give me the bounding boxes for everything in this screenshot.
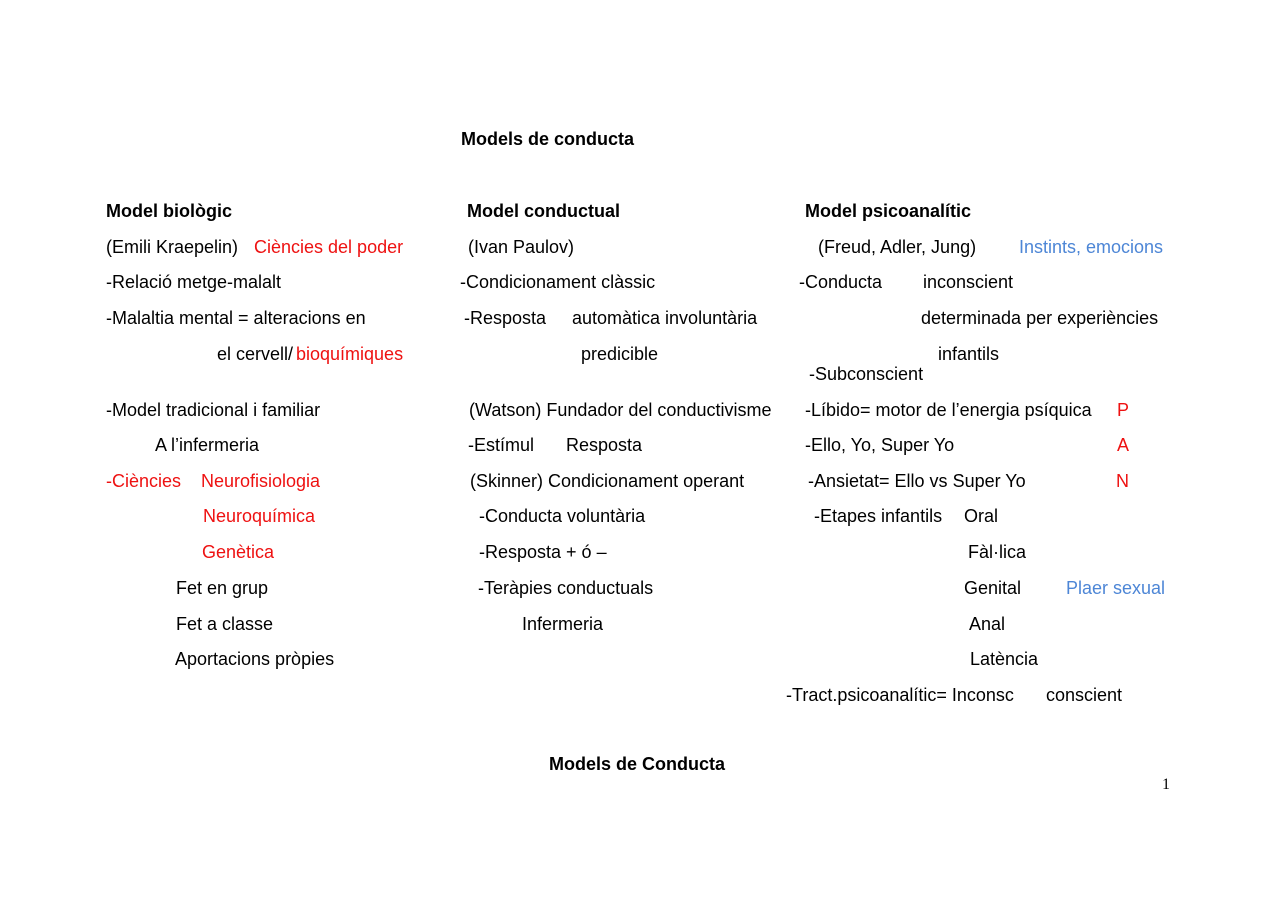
psico-pan-letter: A	[1117, 435, 1130, 455]
page-number: 1	[1162, 776, 1170, 793]
psico-stage: Fàl·lica	[968, 542, 1027, 562]
psico-line: -Subconscient	[809, 364, 924, 384]
psico-line: -Tract.psicoanalític= Inconsc	[786, 685, 1014, 705]
psico-line: inconscient	[923, 272, 1014, 292]
biologic-heading: Model biològic	[106, 201, 232, 221]
conductual-line: (Skinner) Condicionament operant	[470, 471, 745, 491]
biologic-science-item: Genètica	[202, 542, 275, 562]
biologic-line: el cervell/	[217, 344, 294, 364]
biologic-highlight: bioquímiques	[296, 344, 404, 364]
conductual-line: -Estímul	[468, 435, 535, 455]
biologic-science-item: Neuroquímica	[203, 506, 316, 526]
conductual-line: Resposta	[566, 435, 643, 455]
psico-line: -Conducta	[799, 272, 883, 292]
conductual-line: (Watson) Fundador del conductivisme	[469, 400, 772, 420]
conductual-line: -Resposta	[464, 308, 547, 328]
conductual-line: Infermeria	[522, 614, 604, 634]
psico-line: -Líbido= motor de l’energia psíquica	[805, 400, 1092, 420]
biologic-line: Aportacions pròpies	[175, 649, 335, 669]
biologic-line: -Relació metge-malalt	[106, 272, 282, 292]
biologic-line: Fet a classe	[176, 614, 274, 634]
conductual-line: -Teràpies conductuals	[478, 578, 654, 598]
psico-tag-plaer: Plaer sexual	[1066, 578, 1166, 598]
conductual-author: (Ivan Paulov)	[468, 237, 575, 257]
conductual-line: -Condicionament clàssic	[460, 272, 656, 292]
psico-line: -Ello, Yo, Super Yo	[805, 435, 955, 455]
conductual-heading: Model conductual	[467, 201, 620, 221]
biologic-sciences-label: -Ciències	[106, 471, 182, 491]
biologic-line: A l’infermeria	[155, 435, 260, 455]
page-title: Models de conducta	[461, 129, 635, 149]
psico-stage: Oral	[964, 506, 999, 526]
biologic-tag: Ciències del poder	[254, 237, 404, 257]
psico-stage: Anal	[969, 614, 1006, 634]
psico-line: determinada per experiències	[921, 308, 1159, 328]
psico-line: conscient	[1046, 685, 1123, 705]
biologic-science-item: Neurofisiologia	[201, 471, 321, 491]
footer-title: Models de Conducta	[549, 754, 726, 774]
psico-line: -Etapes infantils	[814, 506, 943, 526]
biologic-line: -Malaltia mental = alteracions en	[106, 308, 366, 328]
psico-line: infantils	[938, 344, 1000, 364]
psico-stage: Latència	[970, 649, 1039, 669]
biologic-line: Fet en grup	[176, 578, 269, 598]
psico-heading: Model psicoanalític	[805, 201, 972, 221]
biologic-author: (Emili Kraepelin)	[106, 237, 239, 257]
conductual-line: predicible	[581, 344, 659, 364]
conductual-line: -Conducta voluntària	[479, 506, 646, 526]
psico-pan-letter: N	[1116, 471, 1129, 491]
psico-pan-letter: P	[1117, 400, 1130, 420]
conductual-line: -Resposta + ó –	[479, 542, 607, 562]
psico-author: (Freud, Adler, Jung)	[818, 237, 977, 257]
conductual-line: automàtica involuntària	[572, 308, 758, 328]
psico-stage: Genital	[964, 578, 1022, 598]
psico-line: -Ansietat= Ello vs Super Yo	[808, 471, 1026, 491]
psico-tag: Instints, emocions	[1019, 237, 1164, 257]
biologic-line: -Model tradicional i familiar	[106, 400, 321, 420]
